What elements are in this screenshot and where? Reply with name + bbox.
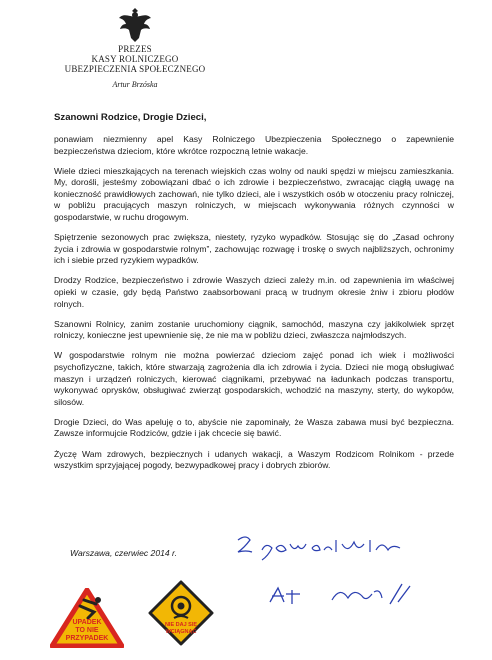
paragraph-8: Życzę Wam zdrowych, bezpiecznych i udanych wakacji, a Waszym Rodzicom Rolnikom - przede wszystkim sprzyjającej pogody, bezwypadkowej pracy i dobrych zbiorów.: [54, 448, 454, 471]
paragraph-4: Drodzy Rodzice, bezpieczeństwo i zdrowie Waszych dzieci zależy m.in. od zapewnienia im właściwej opieki w czasie, gdy będą Państwo zaabsorbowani pracą w trudnym okresie żniw i zbioru płodów rolnych.: [54, 275, 454, 309]
handwritten-greeting-signature-icon: [232, 530, 412, 566]
letterhead-line-1: PREZES: [118, 44, 152, 54]
letter-greeting: Szanowni Rodzice, Drogie Dzieci,: [54, 112, 207, 123]
badge1-text-line1: UPADEK: [72, 619, 102, 626]
letterhead: [40, 0, 230, 89]
handwritten-signature-icon: [262, 580, 422, 610]
badge1-text-line2: TO NIE: [75, 627, 99, 634]
eagle-emblem-icon: [115, 4, 155, 44]
letter-body: [54, 112, 454, 480]
signatory-name: Artur Brzóska: [112, 80, 158, 89]
paragraph-3: Spiętrzenie sezonowych prac zwiększa, niestety, ryzyko wypadków. Stosując się do „Zasad ochrony życia i zdrowia w gospodarstwie rolnym”, zachowując rozwagę i troskę o swych najbliższych, ochronimy ich i siebie przed ryzykiem wypadków.: [54, 232, 454, 266]
letterhead-line-3: UBEZPIECZENIA SPOŁECZNEGO: [64, 64, 206, 74]
paragraph-7: Drogie Dzieci, do Was apeluję o to, abyście nie zapominały, że Wasza zabawa musi być bezpieczna. Zawsze informujcie Rodziców, gdzie i jak chcecie się bawić.: [54, 416, 454, 439]
letterhead-line-2: KASY ROLNICZEGO: [91, 54, 179, 64]
fall-warning-badge-icon: [50, 588, 124, 648]
entanglement-warning-badge-icon: [148, 580, 214, 646]
badge1-text-line3: PRZYPADEK: [65, 635, 109, 642]
paragraph-1: ponawiam niezmienny apel Kasy Rolniczego Ubezpieczenia Społecznego o zapewnienie bezpieczeństwa dzieciom, które wkrótce rozpoczną letnie wakacje.: [54, 134, 454, 156]
badge2-text-line2: WCIĄGNĄĆ: [165, 629, 197, 635]
paragraph-2: Wiele dzieci mieszkających na terenach wiejskich czas wolny od nauki spędzi w miejscu zamieszkania. My, dorośli, jesteśmy zobowiązani dbać o ich zdrowie i bezpieczeństwo, zwracając ciągłą uwagę na konieczność prawidłowych zachowań, nie tylko dzieci, ale i wszystkich osób w otoczeniu pracy rolniczej, w pobliżu pracujących maszyn rolniczych, w miejscach wykonywania różnych czynności w gospodarstwie, w ruchu drogowym.: [54, 165, 454, 223]
place-and-date: Warszawa, czerwiec 2014 r.: [70, 548, 177, 558]
paragraph-5: Szanowni Rolnicy, zanim zostanie uruchomiony ciągnik, samochód, maszyna czy jakikolwiek sprzęt rolniczy, konieczne jest upewnienie się, że nie ma w pobliżu dzieci, zwłaszcza najmłodszych.: [54, 318, 454, 341]
badge2-text-line1: NIE DAJ SIĘ: [164, 622, 198, 628]
paragraph-6: W gospodarstwie rolnym nie można powierzać dzieciom zajęć ponad ich wiek i możliwości psychofizyczne, takich, które stwarzają zagrożenia dla ich zdrowia i życia. Dzieci nie mogą obsługiwać maszyn i urządzeń rolniczych, kierować ciągnikami, przebywać na ładunkach podczas transportu, wykonywać oprysków, obsługiwać zwierząt gospodarskich, wchodzić na maszyny, sterty, do wykopów, silosów.: [54, 350, 454, 407]
